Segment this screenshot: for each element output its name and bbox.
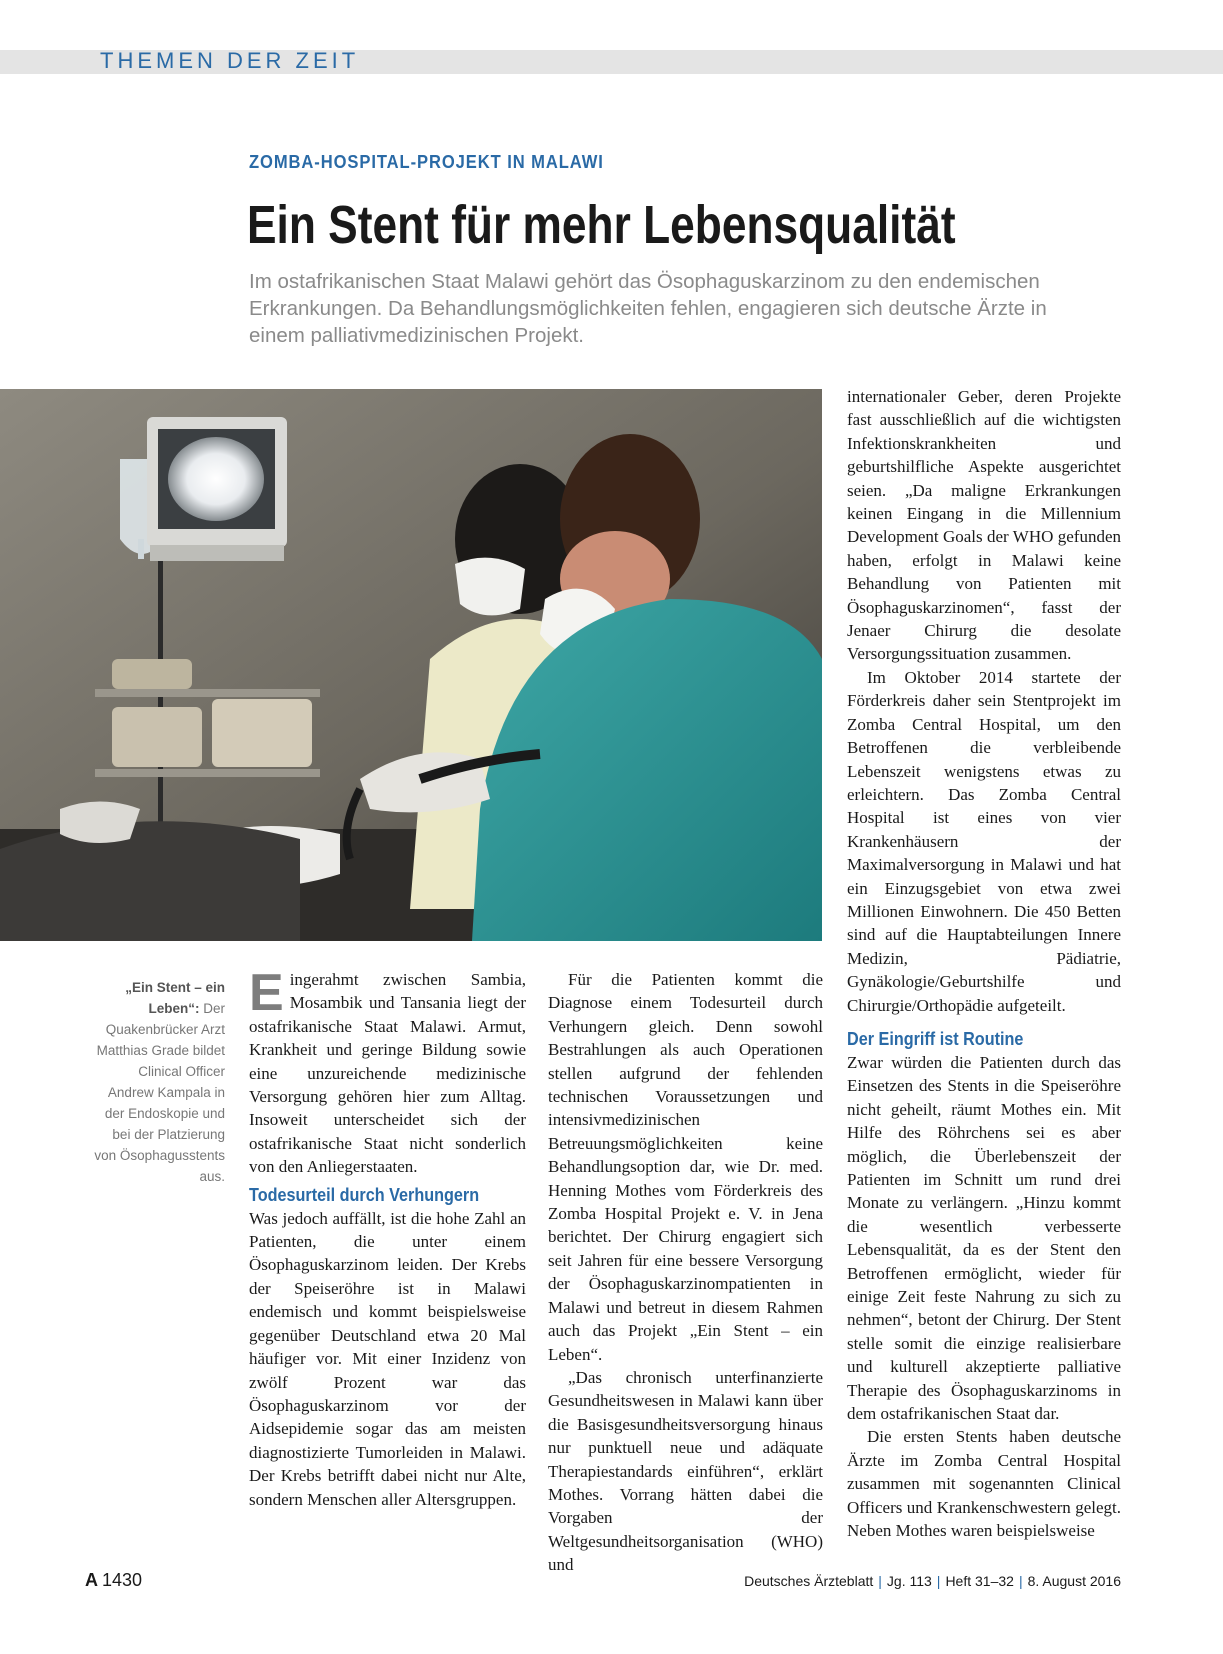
paragraph-gesundheitswesen: „Das chronisch unterfinanzierte Gesundheitswesen in Malawi kann über die Basisgesundheitsversorgung hinaus nur punktuell neue und adäquate Therapiestandards einführen“, erklärt Mothes. Vorrang hätten dabei die Vorgaben der Weltgesundheitsorganisation (WHO) und (548, 1367, 823, 1575)
footer-citation: Deutsches Ärzteblatt | Jg. 113 | Heft 31–32 | 8. August 2016 (744, 1573, 1121, 1589)
paragraph-geber: internationaler Geber, deren Projekte fast ausschließlich auf die wichtigsten Infektionskrankheiten und geburtshilfliche Aspekte ausgerichtet seien. „Da maligne Erkrankungen keinen Eingang in die Millennium Development Goals der WHO gefunden haben, erfolgt in Malawi keine Behandlung von Patienten mit Ösophaguskarzinomen“, fasst der Jenaer Chirurg die desolate Versorgungssituation zusammen. (847, 387, 1121, 664)
journal-date: 8. August 2016 (1027, 1573, 1121, 1589)
article-column-2 (548, 968, 823, 1577)
paragraph-erste-stents: Die ersten Stents haben deutsche Ärzte im Zomba Central Hospital zusammen mit sogenannten Clinical Officers und Krankenschwestern gelegt. Neben Mothes waren beispielsweise (847, 1427, 1121, 1541)
paragraph-intro: ingerahmt zwischen Sambia, Mosambik und Tansania liegt der ostafrikanische Staat Malawi. Armut, Krankheit und geringe Bildung sowie eine unzureichende medizinische Versorgung gehören hier zum Alltag. Insoweit unterscheidet sich der ostafrikanische Staat nicht sonderlich von den Anliegerstaaten. (249, 970, 526, 1177)
article-column-1 (249, 964, 526, 1511)
journal-name: Deutsches Ärzteblatt (744, 1573, 874, 1589)
journal-issue: Heft 31–32 (945, 1573, 1014, 1589)
paragraph-diagnose: Für die Patienten kommt die Diagnose einem Todesurteil durch Verhungern gleich. Denn sowohl Bestrahlungen als auch Operationen stellen aufgrund der fehlenden technischen Voraussetzungen und intensivmedizinischen Betreuungsmöglichkeiten keine Behandlungsoption dar, wie Dr. med. Henning Mothes vom Förderkreis des Zomba Hospital Projekt e. V. in Jena berichtet. Der Chirurg engagiert sich seit Jahren für eine bessere Versorgung der Ösophaguskarzinompatienten in Malawi und betreut in diesem Rahmen auch das Projekt „Ein Stent – ein Leben“. (548, 970, 823, 1364)
article-kicker: ZOMBA-HOSPITAL-PROJEKT IN MALAWI (249, 152, 604, 172)
article-lead: Im ostafrikanischen Staat Malawi gehört das Ösophaguskarzinom zu den endemischen Erkrankungen. Da Behandlungsmöglichkeiten fehlen, engagieren sich deutsche Ärzte in einem palliativmedizinischen Projekt. (249, 270, 1047, 347)
caption-lead: „Ein Stent – ein Leben“: (125, 980, 225, 1016)
drop-cap: E (249, 964, 284, 1022)
journal-volume: Jg. 113 (886, 1573, 932, 1589)
article-column-3 (847, 385, 1121, 1543)
section-label: THEMEN DER ZEIT (100, 48, 360, 73)
photo-caption (92, 977, 225, 1187)
paragraph-inzidenz: Was jedoch auffällt, ist die hohe Zahl an Patienten, die unter einem Ösophaguskarzinom leiden. Der Krebs der Speiseröhre ist in Malawi endemisch und kommt beispielsweise gegenüber Deutschland etwa 20 Mal häufiger vor. Mit einer Inzidenz von zwölf Prozent war das Ösophaguskarzinom vor der Aidsepidemie sogar das am meisten diagnostizierte Tumorleiden in Malawi. Der Krebs betrifft dabei nicht nur Alte, sondern Menschen aller Altersgruppen. (249, 1208, 526, 1509)
subheading-eingriff: Der Eingriff ist Routine (847, 1028, 1024, 1049)
paragraph-stentprojekt: Im Oktober 2014 startete der Förderkreis daher sein Stentprojekt im Zomba Central Hospital, um den Betroffenen die verbleibende Lebenszeit wenigstens etwas zu erleichtern. Das Zomba Central Hospital ist eines von vier Krankenhäusern der Maximalversorgung in Malawi und hat ein Einzugsgebiet von etwa zwei Millionen Einwohnern. Die 450 Betten sind auf die Hauptabteilungen Innere Medizin, Pädiatrie, Gynäkologie/Geburtshilfe und Chirurgie/Orthopädie aufgeteilt. (847, 667, 1121, 1015)
paragraph-lebensqualitaet: Zwar würden die Patienten durch das Einsetzen des Stents in die Speiseröhre nicht geheilt, räumt Mothes ein. Mit Hilfe des Röhrchens sei es aber möglich, die Überlebenszeit der Patienten im Schnitt um rund drei Monate zu verlängern. „Hinzu kommt die wesentlich verbesserte Lebensqualität, da es der Stent den Betroffenen ermöglicht, wieder für einige Zeit feste Nahrung zu sich zu nehmen“, betont der Chirurg. Der Stent stelle somit die einzige realisierbare und kulturell akzeptierte palliative Therapie des Ösophaguskarzinoms in dem ostafrikanischen Staat dar. (847, 1052, 1121, 1424)
article-headline: Ein Stent für mehr Lebensqualität (247, 195, 956, 255)
subheading-todesurteil: Todesurteil durch Verhungern (249, 1184, 480, 1205)
endoscopy-photo (0, 389, 822, 941)
caption-text: Der Quakenbrücker Arzt Matthias Grade bildet Clinical Officer Andrew Kampala in der Endoskopie und bei der Platzierung von Ösophagusstents aus. (94, 1001, 225, 1184)
page-number: A 1430 (85, 1570, 143, 1590)
